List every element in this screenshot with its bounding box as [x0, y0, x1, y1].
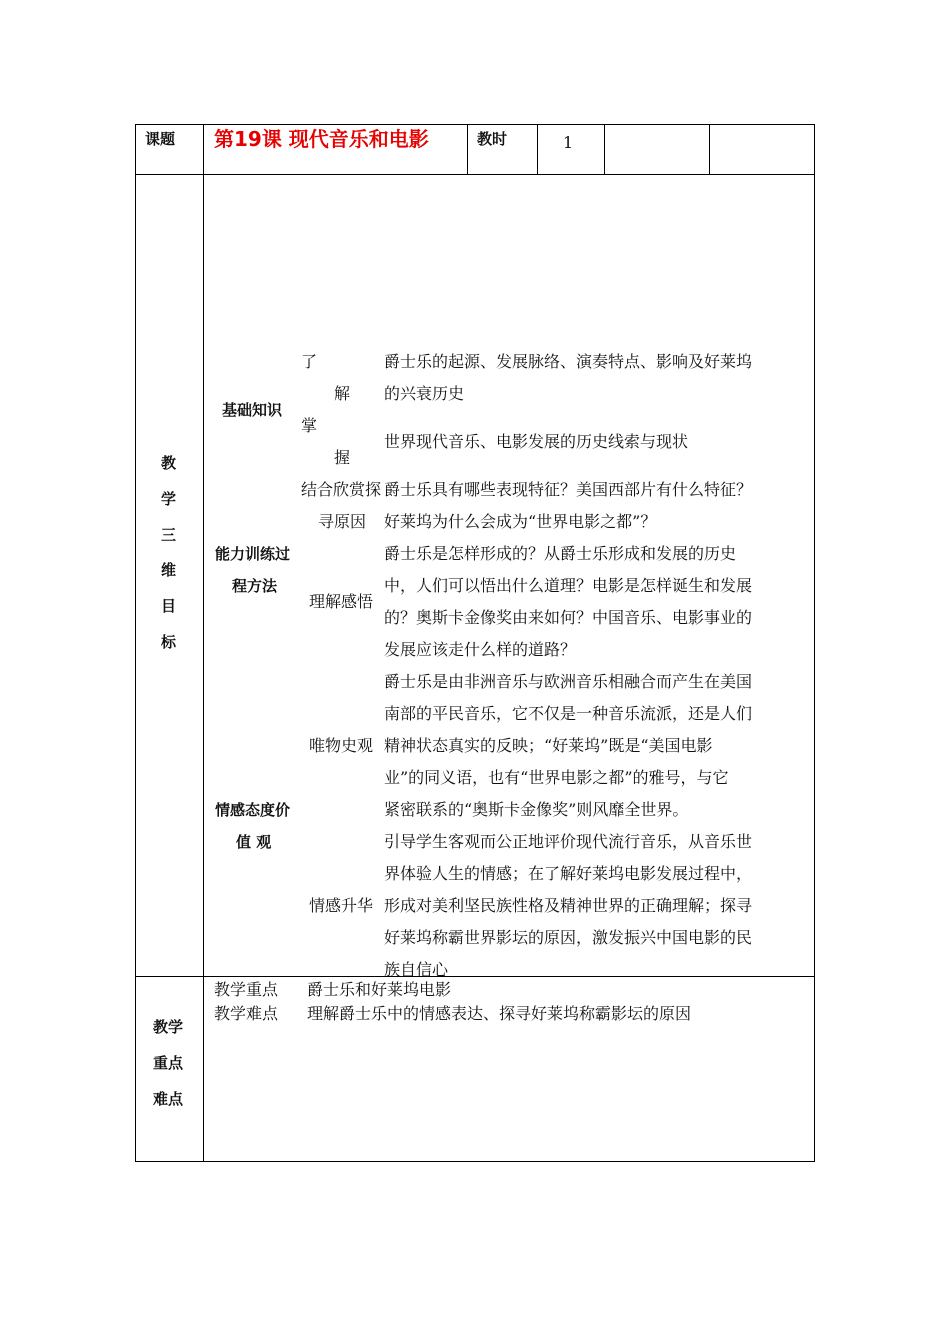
table-top-border	[135, 124, 815, 125]
understand-char-2: 解	[334, 384, 351, 403]
sublimation-label: 情感升华	[309, 896, 374, 915]
goals-section-label-char: 维	[161, 561, 177, 579]
explore-label-line-1: 结合欣赏探	[301, 480, 382, 499]
goals-section-label-char: 三	[161, 526, 177, 544]
focus-text: 爵士乐和好莱坞电影	[307, 980, 452, 999]
header-row-divider	[135, 174, 815, 175]
blank-cell-divider	[709, 124, 710, 175]
keypoints-section-label: 难点	[153, 1090, 184, 1108]
emotion-label-line-2: 值 观	[236, 833, 272, 851]
master-char-1: 掌	[301, 416, 318, 435]
explore-label-line-2: 寻原因	[318, 512, 367, 531]
ability-label-line-1: 能力训练过	[215, 545, 291, 563]
sublimation-text: 引导学生客观而公正地评价现代流行音乐，从音乐世 界体验人生的情感；在了解好莱坞电影发展过程中， 形成对美利坚民族性格及精神世界的正确理解；探寻 好莱坞称霸世界影坛的原因，激发振兴中国电影的民 族自信心	[384, 832, 753, 979]
keypoints-section-label: 重点	[153, 1054, 184, 1072]
table-right-border	[814, 124, 815, 1162]
label-column-divider	[203, 124, 204, 1162]
comprehend-label: 理解感悟	[309, 592, 374, 611]
master-char-2: 握	[334, 448, 351, 467]
keypoints-section-label: 教学	[153, 1018, 184, 1036]
table-left-border	[135, 124, 136, 1162]
title-column-divider	[467, 124, 468, 175]
topic-label: 课题	[145, 130, 176, 148]
hours-label: 教时	[477, 130, 508, 148]
goals-section-label-char: 标	[161, 633, 177, 651]
goals-section-label-char: 目	[161, 597, 177, 615]
understand-text: 爵士乐的起源、发展脉络、演奏特点、影响及好莱坞 的兴衰历史	[384, 352, 753, 403]
focus-label: 教学重点	[214, 980, 279, 999]
ability-label-line-2: 程方法	[232, 577, 278, 595]
understand-char-1: 了	[301, 352, 318, 371]
materialism-text: 爵士乐是由非洲音乐与欧洲音乐相融合而产生在美国 南部的平民音乐，它不仅是一种音乐流派，还是人们 精神状态真实的反映；“好莱坞”既是“美国电影 业”的同义语，也有“世界电影之都”的雅号，与它 紧密联系的“奥斯卡金像奖”则风靡全世界。	[384, 672, 753, 819]
difficulty-label: 教学难点	[214, 1004, 279, 1023]
comprehend-text: 爵士乐是怎样形成的？从爵士乐形成和发展的历史 中，人们可以悟出什么道理？电影是怎样诞生和发展 的？奥斯卡金像奖由来如何？中国音乐、电影事业的 发展应该走什么样的道路？	[384, 544, 753, 659]
basic-knowledge-label: 基础知识	[222, 401, 283, 419]
goals-section-label-char: 学	[161, 490, 177, 508]
explore-text: 爵士乐具有哪些表现特征？美国西部片有什么特征？ 好莱坞为什么会成为“世界电影之都”？	[384, 480, 753, 531]
hours-label-divider	[537, 124, 538, 175]
lesson-title: 第19课 现代音乐和电影	[214, 127, 429, 151]
hours-value-divider	[604, 124, 605, 175]
table-bottom-border	[135, 1161, 815, 1162]
hours-value: 1	[563, 133, 574, 152]
goals-section-label-char: 教	[161, 454, 177, 472]
emotion-label-line-1: 情感态度价	[215, 801, 291, 819]
master-text: 世界现代音乐、电影发展的历史线索与现状	[384, 432, 689, 451]
materialism-label: 唯物史观	[309, 736, 374, 755]
difficulty-text: 理解爵士乐中的情感表达、探寻好莱坞称霸影坛的原因	[307, 1004, 692, 1023]
